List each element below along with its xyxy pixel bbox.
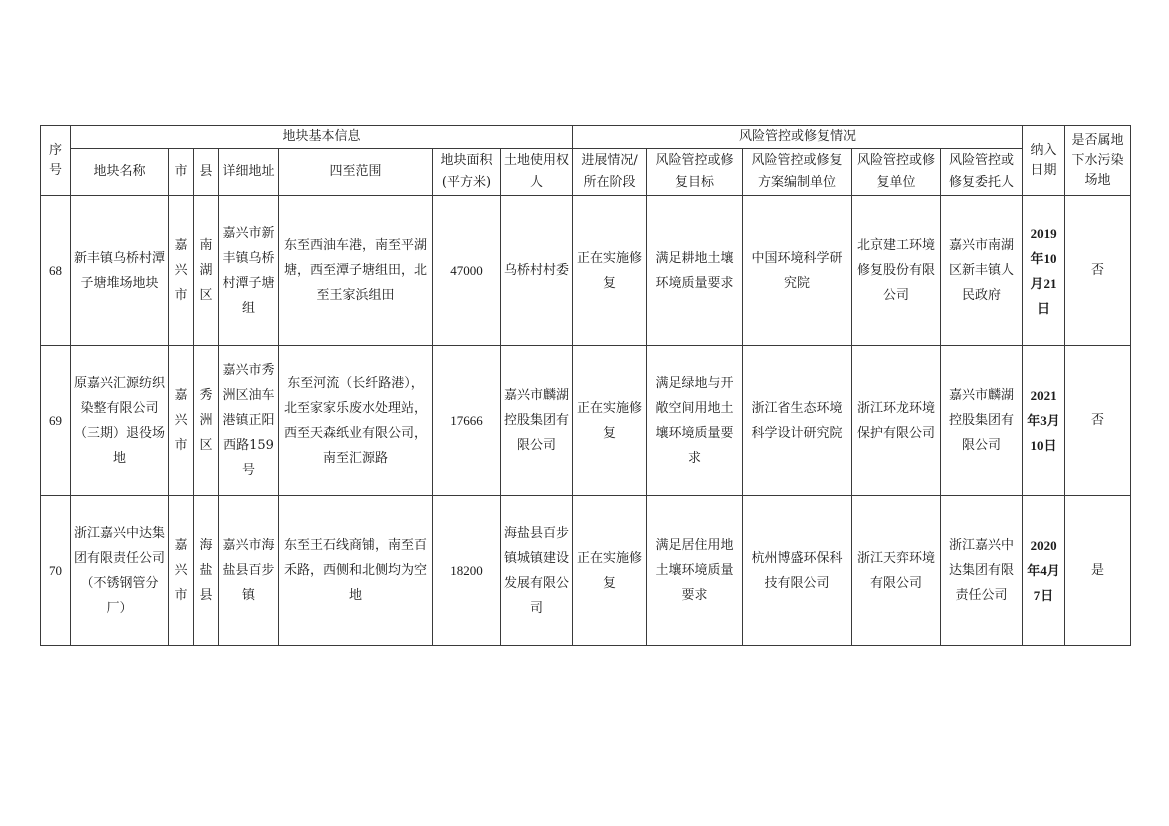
cell-county: 南湖区: [194, 196, 219, 346]
cell-site-name: 原嘉兴汇源纺织染整有限公司（三期）退役场地: [71, 346, 169, 496]
header-groundwater: 是否属地下水污染场地: [1065, 126, 1131, 196]
cell-target: 满足绿地与开敞空间用地土壤环境质量要求: [647, 346, 743, 496]
cell-seq: 70: [41, 496, 71, 646]
cell-site-name: 浙江嘉兴中达集团有限责任公司（不锈钢管分厂）: [71, 496, 169, 646]
cell-county: 秀洲区: [194, 346, 219, 496]
cell-progress: 正在实施修复: [573, 496, 647, 646]
cell-client: 浙江嘉兴中达集团有限责任公司: [941, 496, 1023, 646]
cell-groundwater: 否: [1065, 346, 1131, 496]
cell-seq: 69: [41, 346, 71, 496]
cell-city: 嘉兴市: [169, 346, 194, 496]
cell-county: 海盐县: [194, 496, 219, 646]
cell-area: 18200: [433, 496, 501, 646]
cell-date: 2021年3月10日: [1023, 346, 1065, 496]
cell-remediation-unit: 北京建工环境修复股份有限公司: [852, 196, 941, 346]
cell-date: 2020年4月7日: [1023, 496, 1065, 646]
header-seq: 序号: [41, 126, 71, 196]
cell-target: 满足耕地土壤环境质量要求: [647, 196, 743, 346]
cell-area: 17666: [433, 346, 501, 496]
cell-progress: 正在实施修复: [573, 196, 647, 346]
cell-boundaries: 东至河流（长纤路港），北至家家乐废水处理站，西至天森纸业有限公司，南至汇源路: [279, 346, 433, 496]
cell-land-user: 海盐县百步镇城镇建设发展有限公司: [501, 496, 573, 646]
header-site-name: 地块名称: [71, 149, 169, 196]
header-target: 风险管控或修复目标: [647, 149, 743, 196]
cell-plan-unit: 中国环境科学研究院: [743, 196, 852, 346]
cell-city: 嘉兴市: [169, 496, 194, 646]
cell-client: 嘉兴市麟湖控股集团有限公司: [941, 346, 1023, 496]
header-plan-unit: 风险管控或修复方案编制单位: [743, 149, 852, 196]
table-row: [41, 346, 1131, 496]
header-progress: 进展情况/所在阶段: [573, 149, 647, 196]
contaminated-sites-table: [40, 125, 1131, 646]
cell-target: 满足居住用地土壤环境质量要求: [647, 496, 743, 646]
cell-seq: 68: [41, 196, 71, 346]
cell-area: 47000: [433, 196, 501, 346]
cell-groundwater: 否: [1065, 196, 1131, 346]
header-client: 风险管控或修复委托人: [941, 149, 1023, 196]
cell-client: 嘉兴市南湖区新丰镇人民政府: [941, 196, 1023, 346]
cell-land-user: 嘉兴市麟湖控股集团有限公司: [501, 346, 573, 496]
header-boundaries: 四至范围: [279, 149, 433, 196]
header-remediation-unit: 风险管控或修复单位: [852, 149, 941, 196]
group-header-row: [41, 126, 1131, 149]
cell-address: 嘉兴市秀洲区油车港镇正阳西路159号: [219, 346, 279, 496]
cell-plan-unit: 浙江省生态环境科学设计研究院: [743, 346, 852, 496]
cell-remediation-unit: 浙江天弈环境有限公司: [852, 496, 941, 646]
cell-address: 嘉兴市新丰镇乌桥村潭子塘组: [219, 196, 279, 346]
header-basic-info: 地块基本信息: [71, 126, 573, 149]
cell-boundaries: 东至西油车港，南至平湖塘，西至潭子塘组田，北至王家浜组田: [279, 196, 433, 346]
cell-progress: 正在实施修复: [573, 346, 647, 496]
cell-groundwater: 是: [1065, 496, 1131, 646]
header-city: 市: [169, 149, 194, 196]
header-land-user: 土地使用权人: [501, 149, 573, 196]
table-row: [41, 496, 1131, 646]
cell-plan-unit: 杭州博盛环保科技有限公司: [743, 496, 852, 646]
header-address: 详细地址: [219, 149, 279, 196]
header-listed-date: 纳入日期: [1023, 126, 1065, 196]
cell-site-name: 新丰镇乌桥村潭子塘堆场地块: [71, 196, 169, 346]
column-header-row: [41, 149, 1131, 196]
header-county: 县: [194, 149, 219, 196]
cell-city: 嘉兴市: [169, 196, 194, 346]
table-row: [41, 196, 1131, 346]
cell-date: 2019年10月21日: [1023, 196, 1065, 346]
cell-boundaries: 东至王石线商铺，南至百禾路，西侧和北侧均为空地: [279, 496, 433, 646]
cell-remediation-unit: 浙江环龙环境保护有限公司: [852, 346, 941, 496]
header-area: 地块面积(平方米): [433, 149, 501, 196]
cell-land-user: 乌桥村村委: [501, 196, 573, 346]
header-risk-control: 风险管控或修复情况: [573, 126, 1023, 149]
cell-address: 嘉兴市海盐县百步镇: [219, 496, 279, 646]
